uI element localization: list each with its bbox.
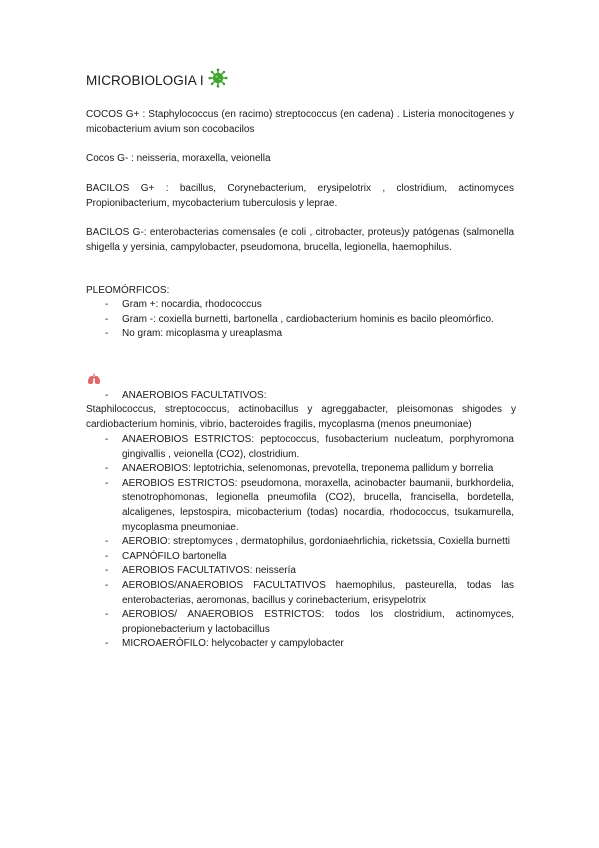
- list-bullet: -: [105, 299, 109, 310]
- list-item: [86, 462, 514, 477]
- list-bullet: -: [105, 550, 109, 562]
- cocos-gram-positive-paragraph: COCOS G+ : Staphylococcus (en racimo) streptococcus (en cadena) . Listeria monocitogenes y micobacterium avium son cocobacilos: [86, 109, 514, 135]
- list-item: [86, 535, 514, 550]
- list-item: [86, 608, 514, 637]
- list-item: [86, 637, 514, 652]
- list-bullet: -: [105, 536, 109, 548]
- list-bullet: -: [105, 463, 109, 475]
- title-row: [86, 72, 228, 88]
- list-item-text: MICROAERÓFILO: helycobacter y campylobacter: [122, 638, 344, 650]
- list-item: [86, 327, 514, 342]
- list-item: [86, 298, 514, 313]
- list-bullet: -: [105, 434, 109, 445]
- list-item: [86, 389, 514, 404]
- list-bullet: -: [105, 638, 109, 650]
- list-item-text: No gram: micoplasma y ureaplasma: [122, 328, 283, 340]
- list-item-text: AEROBIOS/ANAEROBIOS FACULTATIVOS haemophilus, pasteurella, todas las enterobacterias, aeromonas, bacillus y corinebacterium, erisypelotrix: [122, 579, 514, 606]
- list-item-text: AEROBIOS/ ANAEROBIOS ESTRICTOS: todos los clostridium, actinomyces, propionebacterium y lactobacillus: [122, 609, 514, 635]
- list-item-text: Gram -: coxiella burnetti, bartonella , cardiobacterium hominis es bacilo pleomórfico.: [122, 313, 494, 325]
- list-item: [86, 579, 514, 608]
- cocos-gram-negative-paragraph: Cocos G- : neisseria, moraxella, veionella: [86, 153, 271, 164]
- list-bullet: -: [105, 477, 109, 489]
- list-item: [86, 477, 514, 535]
- list-item-text: AEROBIOS ESTRICTOS: pseudomona, moraxella, acinobacter baumanii, burkhordelia, stenotrophomonas, legionella pneumofila (CO2), brucella, francisella, bordetella, alcaligenes, lepstospira, micobacterium (todas) nocardia, rhodococcus, tsukamurella, mycoplasma pneumoniae.: [122, 477, 514, 533]
- list-item: [86, 564, 514, 579]
- list-bullet: -: [105, 313, 109, 325]
- list-item-text: Gram +: nocardia, rhodococcus: [122, 299, 262, 310]
- pleomorficos-heading: PLEOMÓRFICOS:: [86, 285, 170, 296]
- lungs-icon: [87, 373, 101, 385]
- list-item-text: ANAEROBIOS: leptotrichia, selenomonas, prevotella, treponema pallidum y borrelia: [122, 463, 494, 475]
- list-item-text: CAPNÓFILO bartonella: [122, 550, 227, 562]
- list-item-text: AEROBIO: streptomyces , dermatophilus, gordoniaehrlichia, ricketssia, Coxiella burnetti: [122, 536, 510, 548]
- oxygen-requirements-list: [86, 433, 514, 652]
- list-item-text: ANAEROBIOS FACULTATIVOS:: [122, 390, 267, 401]
- list-item-text: ANAEROBIOS ESTRICTOS: peptococcus, fusobacterium nucleatum, porphyromona gingivallis , veionella (CO2), clostridium.: [122, 434, 514, 460]
- anaerobios-facultativos-paragraph: Staphilococcus, streptococcus, actinobacillus y agreggabacter, pleisomonas shigodes y cardiobacterium hominis, vibrio, bacteroides fragilis, mycoplasma (menos pneumoniae): [86, 404, 516, 430]
- list-bullet: -: [105, 609, 109, 621]
- virus-icon: [208, 68, 228, 88]
- list-item: [86, 313, 514, 328]
- list-bullet: -: [105, 565, 109, 577]
- list-bullet: -: [105, 328, 109, 340]
- list-item: [86, 550, 514, 565]
- list-bullet: -: [105, 579, 109, 591]
- bacilos-gram-positive-paragraph: BACILOS G+ : bacillus, Corynebacterium, erysipelotrix , clostridium, actinomyces Propionibacterium, mycobacterium tuberculosis y leprae.: [86, 183, 514, 209]
- bacilos-gram-negative-paragraph: BACILOS G-: enterobacterias comensales (e coli , citrobacter, proteus)y patógenas (salmonella shigella y yersinia, campylobacter, pseudomona, brucella, legionella, haemophilus.: [86, 227, 514, 253]
- list-bullet: -: [105, 390, 109, 401]
- list-item-text: AEROBIOS FACULTATIVOS: neissería: [122, 565, 296, 577]
- list-item: [86, 433, 514, 462]
- anaerobios-facultativos-list: [86, 389, 514, 404]
- page-title: MICROBIOLOGIA I: [86, 72, 204, 88]
- pleomorficos-list: [86, 298, 514, 342]
